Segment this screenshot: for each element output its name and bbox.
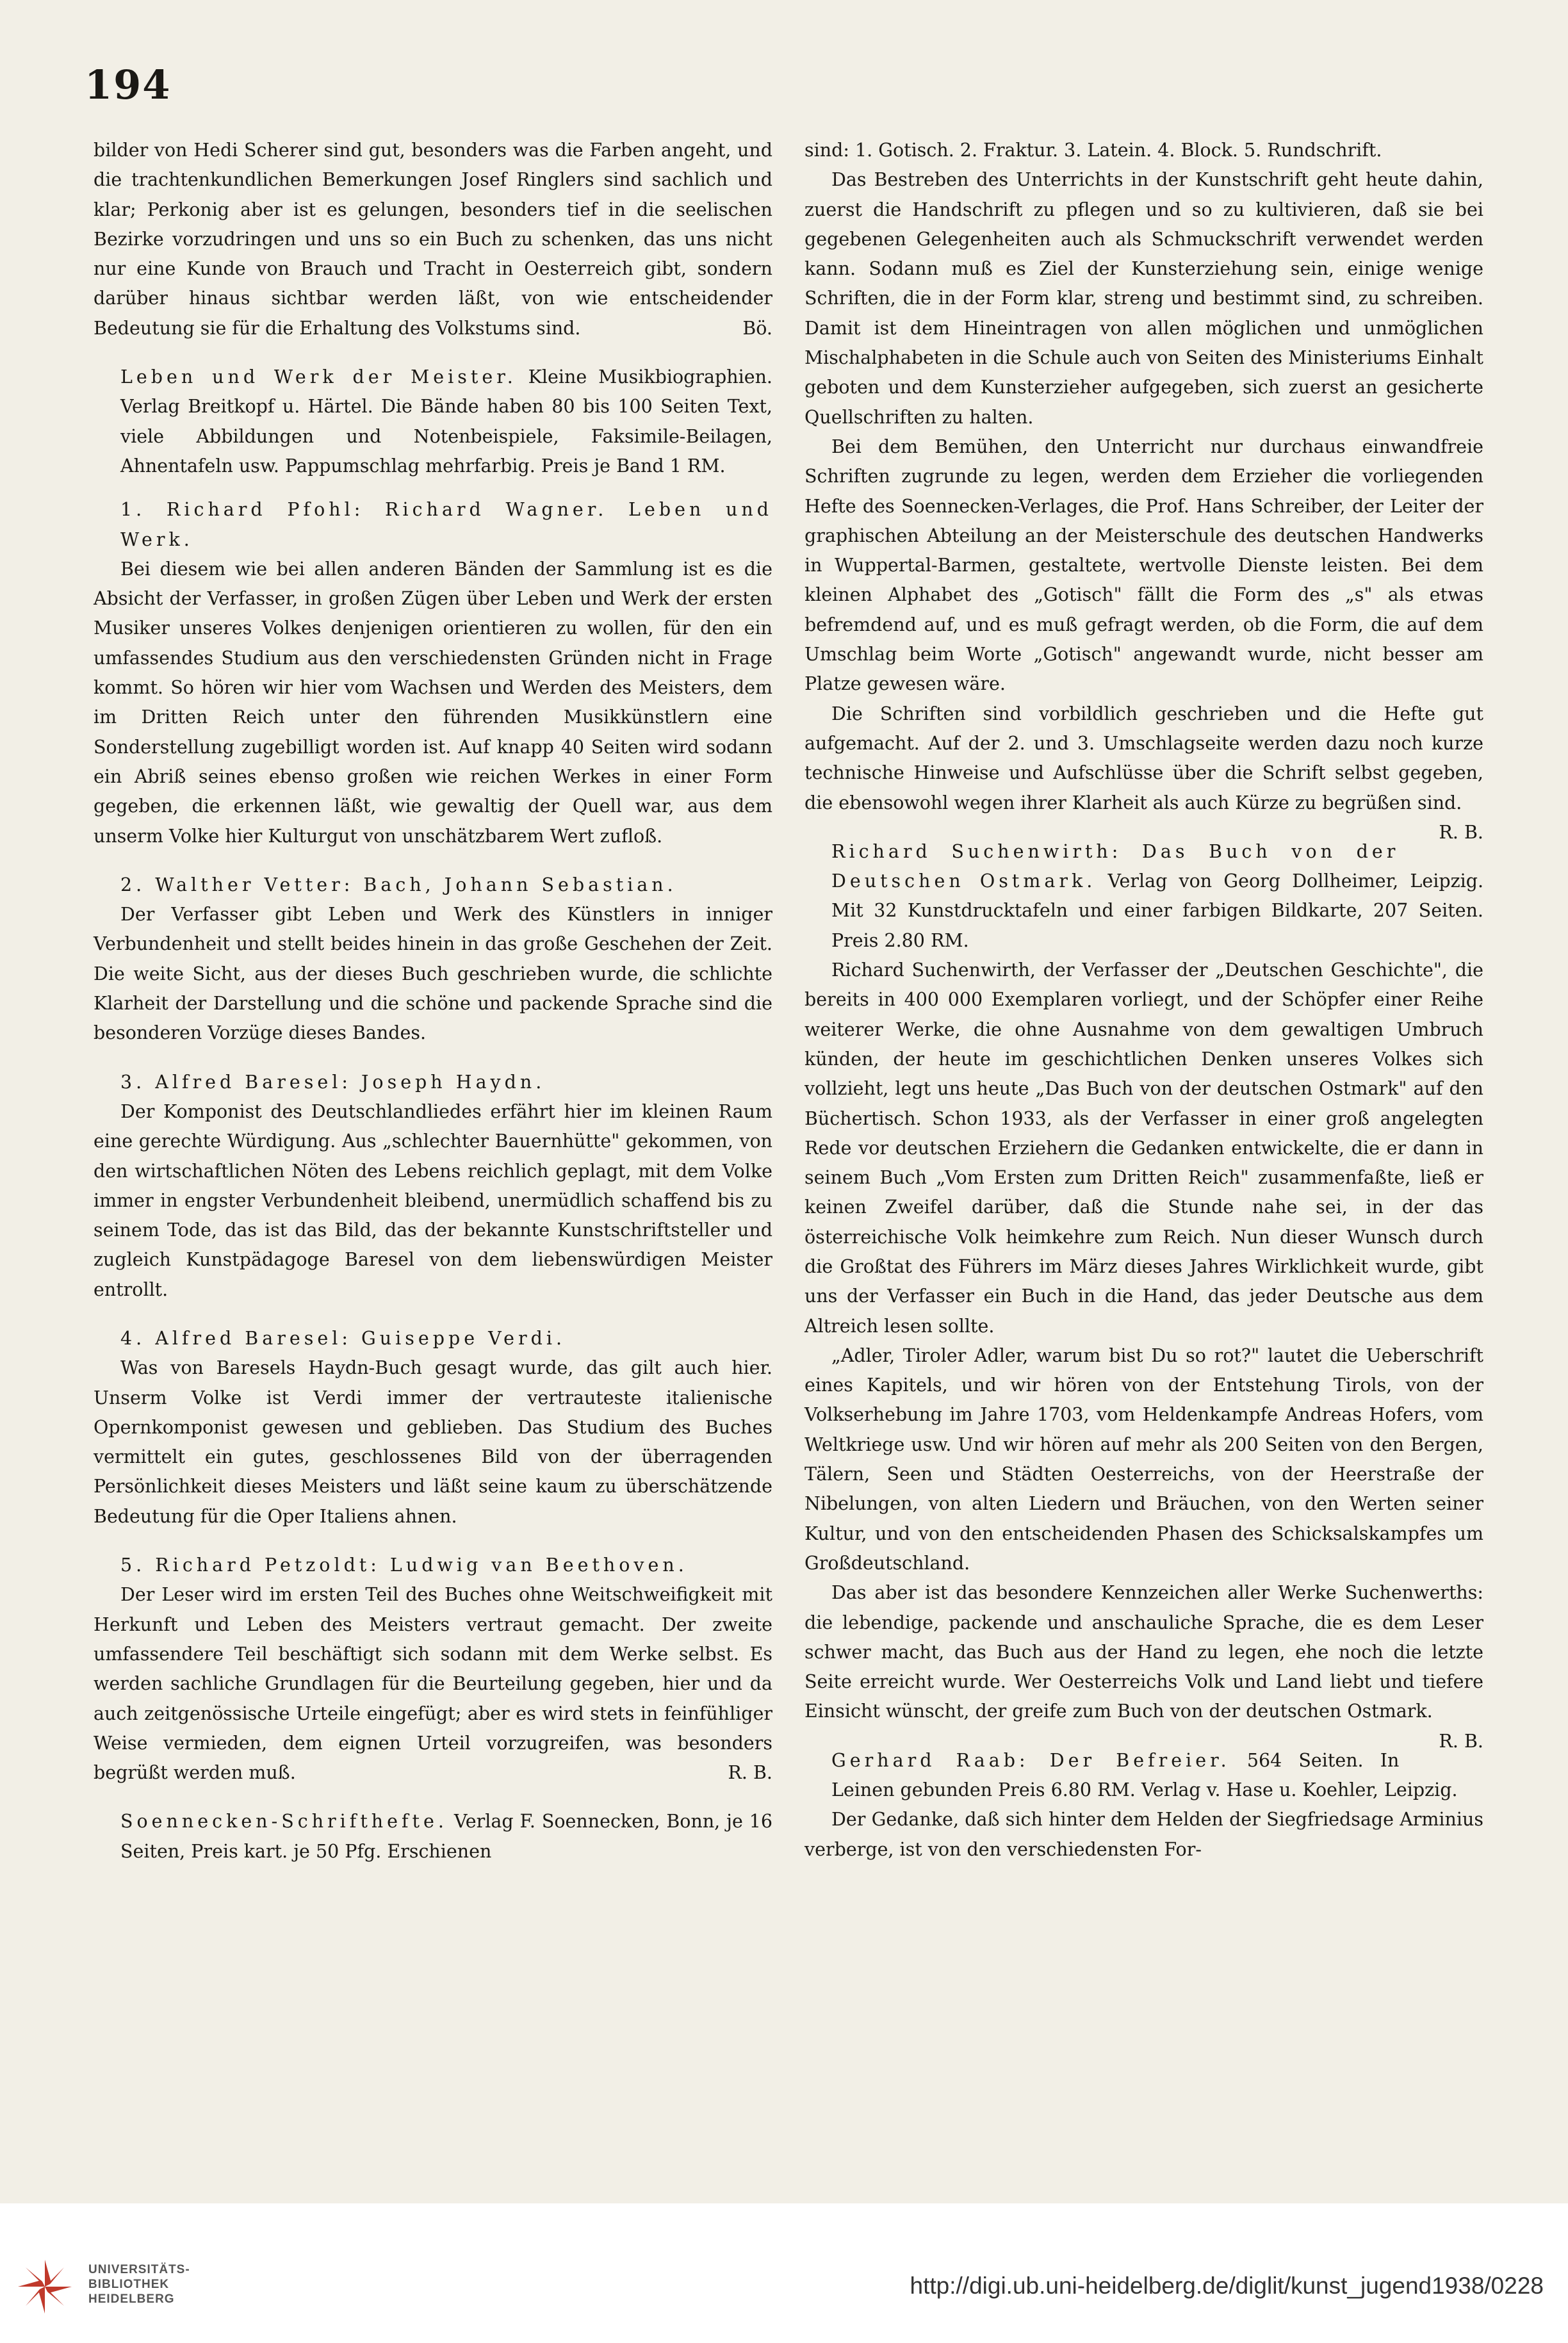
book-entry: Leben und Werk der Meister. Kleine Musikbiographien. Verlag Breitkopf u. Härtel. Die Bände haben 80 bis 100 Seiten Text, viele Abbildungen und Notenbeispiele, Faksimile-Beilagen, Ahnentafeln usw. Pappumschlag mehrfarbig. Preis je Band 1 RM. <box>120 366 772 477</box>
entry-heading: 2. Walther Vetter: Bach, Johann Sebastian. <box>120 874 677 895</box>
book-entry: Richard Suchenwirth: Das Buch von der Deutschen Ostmark. Verlag von Georg Dollheimer, Leipzig. Mit 32 Kunstdrucktafeln und einer farbigen Bildkarte, 207 Seiten. Preis 2.80 RM. <box>831 840 1483 951</box>
page-number: 194 <box>85 61 172 108</box>
signature: Bö. <box>742 317 772 339</box>
paragraph: Das Bestreben des Unterrichts in der Kunstschrift geht heute dahin, zuerst die Handschrift zu pflegen und so zu kultivieren, daß sie bei gegebenen Gelegenheiten auch als Schmuckschrift verwendet werden kann. Sodann muß es Ziel der Kunsterziehung sein, einige wenige Schriften, die in der Form klar, streng und bestimmt sind, zu schreiben. Damit ist dem Hineintragen von allen möglichen und unmöglichen Mischalphabeten in die Schule auch von Seiten des Ministeriums Einhalt geboten und dem Kunsterzieher aufgegeben, sich zuerst an gesicherte Quellschriften zu halten. <box>804 169 1483 428</box>
paragraph: bilder von Hedi Scherer sind gut, besonders was die Farben angeht, und die trachtenkundlichen Bemerkungen Josef Ringlers sind sachlich und klar; Perkonig aber ist es gelungen, besonders tief in die seelischen Bezirke vorzudringen und uns so ein Buch zu schenken, das uns nicht nur eine Kunde von Brauch und Tracht in Oesterreich gibt, sondern darüber hinaus sichtbar werden läßt, von wie entscheidender Bedeutung sie für die Erhaltung des Volkstums sind. Bö. <box>94 136 772 343</box>
paragraph: Die Schriften sind vorbildlich geschrieben und die Hefte gut aufgemacht. Auf der 2. und 3. Umschlagseite werden dazu noch kurze technische Hinweise und Aufschlüsse über die Schrift selbst gegeben, die ebensowohl wegen ihrer Klarheit als auch Kürze zu begrüßen sind. R. B. <box>804 699 1483 818</box>
footer-bar <box>0 2203 1568 2343</box>
book-entry <box>94 1068 772 1097</box>
left-column <box>94 136 772 1866</box>
paragraph: Was von Baresels Haydn-Buch gesagt wurde, das gilt auch hier. Unserm Volke ist Verdi immer der vertrauteste italienische Opernkomponist gewesen und geblieben. Das Studium des Buches vermittelt ein gutes, geschlossenes Bild von der überragenden Persönlichkeit dieses Meisters und läßt seine kaum zu überschätzende Bedeutung für die Oper Italiens ahnen. <box>94 1357 772 1527</box>
right-column <box>804 136 1483 1865</box>
entry-heading: 4. Alfred Baresel: Guiseppe Verdi. <box>120 1327 566 1349</box>
entry-heading: 3. Alfred Baresel: Joseph Haydn. <box>120 1071 546 1093</box>
library-name: UNIVERSITÄTS- BIBLIOTHEK HEIDELBERG <box>88 2263 190 2306</box>
book-entry: Soennecken-Schrifthefte. Verlag F. Soennecken, Bonn, je 16 Seiten, Preis kart. je 50 Pfg. Erschienen <box>120 1811 772 1862</box>
book-entry <box>94 870 772 900</box>
book-entry: Gerhard Raab: Der Befreier. 564 Seiten. In Leinen gebunden Preis 6.80 RM. Verlag v. Hase u. Koehler, Leipzig. <box>831 1749 1458 1801</box>
paragraph: Das aber ist das besondere Kennzeichen aller Werke Suchenwerths: die lebendige, packende und anschauliche Sprache, die es dem Leser schwer macht, das Buch aus der Hand zu legen, ehe noch die letzte Seite erreicht wurde. Wer Oesterreichs Volk und Land liebt und tiefere Einsicht wünscht, der greife zum Buch von der deutschen Ostmark. R. B. <box>804 1578 1483 1726</box>
entry-heading: Gerhard Raab: Der Befreier. <box>831 1749 1230 1771</box>
library-logo-icon <box>13 2255 77 2319</box>
entry-heading: Leben und Werk der Meister. <box>120 366 517 388</box>
book-entry <box>94 495 772 555</box>
entry-heading: Richard Suchenwirth: Das Buch von der Deutschen Ostmark. <box>831 840 1400 892</box>
signature: R. B. <box>1439 821 1483 843</box>
signature: R. B. <box>1439 1730 1483 1752</box>
entry-heading: Soennecken-Schrifthefte. <box>120 1811 448 1833</box>
paragraph: Der Leser wird im ersten Teil des Buches ohne Weitschweifigkeit mit Herkunft und Leben des Meisters vertraut gemacht. Der zweite umfassendere Teil beschäftigt sich sodann mit dem Werke selbst. Es werden sachliche Grundlagen für die Beurteilung gegeben, hier und da auch zeitgenössische Urteile eingefügt; aber es wird stets in feinfühliger Weise vermieden, dem eignen Urteil vorzugreifen, was besonders begrüßt werden muß. R. B. <box>94 1580 772 1788</box>
book-entry <box>94 1324 772 1353</box>
paragraph: Bei diesem wie bei allen anderen Bänden der Sammlung ist es die Absicht der Verfasser, in großen Zügen über Leben und Werk der ersten Musiker unseres Volkes denjenigen orientieren zu wollen, für den ein umfassendes Studium aus den verschiedensten Gründen nicht in Frage kommt. So hören wir hier vom Wachsen und Werden des Meisters, dem im Dritten Reich unter den führenden Musikkünstlern eine Sonderstellung zugebilligt worden ist. Auf knapp 40 Seiten wird sodann ein Abriß seines ebenso großen wie reichen Werkes in einer Form gegeben, die erkennen läßt, wie gewaltig der Quell war, aus dem unserm Volke hier Kulturgut von unschätzbarem Wert zufloß. <box>94 558 772 847</box>
signature: R. B. <box>728 1762 772 1784</box>
paragraph: Der Verfasser gibt Leben und Werk des Künstlers in inniger Verbundenheit und stellt beides hinein in das große Geschehen der Zeit. Die weite Sicht, aus der dieses Buch geschrieben wurde, die schlichte Klarheit der Darstellung und die schöne und packende Sprache sind die besonderen Vorzüge dieses Bandes. <box>94 904 772 1044</box>
paragraph: Der Komponist des Deutschlandliedes erfährt hier im kleinen Raum eine gerechte Würdigung. Aus „schlechter Bauernhütte" gekommen, von den wirtschaftlichen Nöten des Lebens reichlich geplagt, mit dem Volke immer in engster Verbundenheit bleibend, unermüdlich schaffend bis zu seinem Tode, das ist das Bild, das der bekannte Kunstschriftsteller und zugleich Kunstpädagoge Baresel von dem liebenswürdigen Meister entrollt. <box>94 1100 772 1300</box>
paragraph: Richard Suchenwirth, der Verfasser der „Deutschen Geschichte", die bereits in 400 000 Exemplaren vorliegt, und der Schöpfer einer Reihe weiterer Werke, die ohne Ausnahme von dem gewaltigen Umbruch künden, der heute im geschichtlichen Denken unseres Volkes sich vollzieht, legt uns heute „Das Buch von der deutschen Ostmark" auf den Büchertisch. Schon 1933, als der Verfasser in einer groß angelegten Rede vor deutschen Erziehern die Gedanken entwickelte, die er dann in seinem Buch „Vom Ersten zum Dritten Reich" zusammenfaßte, ließ er keinen Zweifel darüber, daß die Stunde nahe sei, in der das österreichische Volk heimkehre zum Reich. Nun dieser Wunsch durch die Großtat des Führers im März dieses Jahres Wirklichkeit wurde, gibt uns der Verfasser ein Buch in die Hand, das jeder Deutsche aus dem Altreich lesen sollte. <box>804 959 1483 1337</box>
book-entry <box>94 1551 772 1580</box>
paragraph: sind: 1. Gotisch. 2. Fraktur. 3. Latein. 4. Block. 5. Rundschrift. <box>804 140 1382 161</box>
paragraph: Der Gedanke, daß sich hinter dem Helden der Siegfriedsage Arminius verberge, ist von den verschiedensten For- <box>804 1809 1483 1860</box>
entry-heading: 1. Richard Pfohl: Richard Wagner. Leben und Werk. <box>120 499 772 550</box>
paragraph: Bei dem Bemühen, den Unterricht nur durchaus einwandfreie Schriften zugrunde zu legen, werden dem Erzieher die vorliegenden Hefte des Soennecken-Verlages, die Prof. Hans Schreiber, der Leiter der graphischen Abteilung an der Meisterschule des deutschen Handwerks in Wuppertal-Barmen, gestaltete, wertvolle Dienste leisten. Bei dem kleinen Alphabet des „Gotisch" fällt die Form des „s" als etwas befremdend auf, und es muß gefragt werden, ob die Form, die auf dem Umschlag beim Worte „Gotisch" angewandt wurde, nicht besser am Platze gewesen wäre. <box>804 436 1483 695</box>
source-url[interactable]: http://digi.ub.uni-heidelberg.de/diglit/kunst_jugend1938/0228 <box>910 2273 1544 2299</box>
entry-heading: 5. Richard Petzoldt: Ludwig van Beethoven. <box>120 1555 688 1576</box>
paragraph: „Adler, Tiroler Adler, warum bist Du so rot?" lautet die Ueberschrift eines Kapitels, und wir hören von der Entstehung Tirols, von der Volkserhebung im Jahre 1703, vom Heldenkampfe Andreas Hofers, vom Weltkriege usw. Und wir hören auf mehr als 200 Seiten von den Bergen, Tälern, Seen und Städten Oesterreichs, von der Heerstraße der Nibelungen, von alten Liedern und Bräuchen, von den Werten seiner Kultur, und von den entscheidenden Phasen des Schicksalskampfes um Großdeutschland. <box>804 1344 1483 1574</box>
